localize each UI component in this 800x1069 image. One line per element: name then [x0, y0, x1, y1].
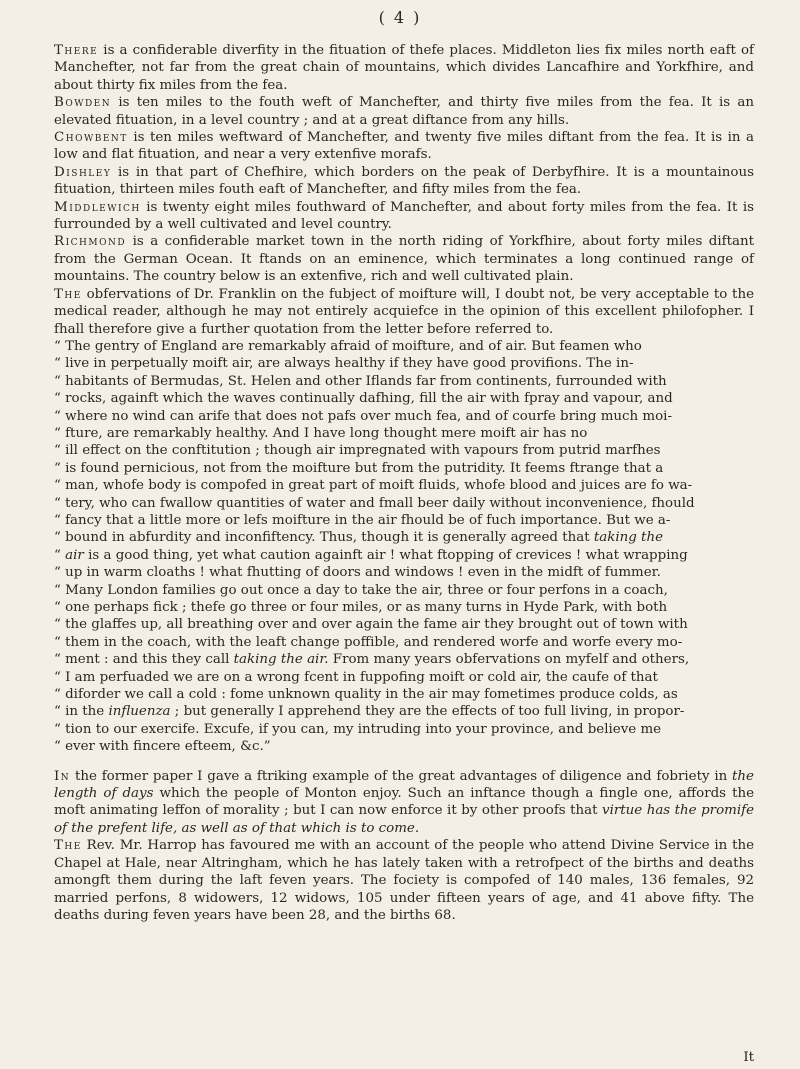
quote-line: “ live in perpetually moift air, are always healthy if they have good provifions. The in-	[54, 356, 634, 372]
lead-word: Dishley	[54, 164, 112, 180]
quote-text: “	[54, 547, 61, 563]
paragraph-text: is a confiderable market town in the north riding of Yorkfhire, about forty miles diftant from the German Ocean. It ftands on an eminence, which terminates a long continued range of mountains. The country below is an extenfive, rich and well cultivated plain.	[54, 234, 754, 285]
quote-line	[54, 547, 754, 564]
franklin-quotation	[54, 338, 754, 756]
paragraph-text: is twenty eight miles fouthward of Manchefter, and about forty miles from the fea. It is furrounded by a well cultivated and level country.	[54, 199, 754, 233]
quote-line	[54, 529, 754, 546]
quote-text: “ ment : and this they call	[54, 652, 230, 668]
quote-italic: taking the air.	[233, 652, 329, 668]
quote-italic: influenza	[108, 704, 171, 720]
quote-line: “ diforder we call a cold : fome unknown quality in the air may fometimes produce colds, as	[54, 687, 678, 703]
lead-word: In	[54, 768, 71, 784]
lead-word: Middlewich	[54, 199, 141, 215]
quote-line: “ tery, who can fwallow quantities of water and fmall beer daily without inconvenience, fhould	[54, 495, 695, 511]
quote-line: “ where no wind can arife that does not pafs over much fea, and of courfe bring much moi-	[54, 408, 672, 424]
paragraph-chowbent	[54, 129, 754, 164]
paragraph-middlewich	[54, 199, 754, 234]
quote-text: ; but generally I apprehend they are the effects of too full living, in propor-	[174, 704, 685, 720]
quote-line	[54, 703, 754, 720]
paragraph-text: Rev. Mr. Harrop has favoured me with an account of the people who attend Divine Service in the Chapel at Hale, near Altringham, which he has lately taken with a retrofpect of the births and deaths amongft them during the laft feven years. The fociety is compofed of 140 males, 136 females, 92 married perfons, 8 widowers, 12 widows, 105 under fifteen years of age, and 41 above fifty. The deaths during feven years have been 28, and the births 68.	[54, 838, 754, 923]
quote-text: “ bound in abfurdity and inconfiftency. Thus, though it is generally agreed that	[54, 530, 590, 546]
lead-word: Richmond	[54, 234, 127, 250]
quote-line: “ fancy that a little more or lefs moifture in the air fhould be of fuch importance. But we a-	[54, 512, 671, 528]
quote-line: “ the glaffes up, all breathing over and over again the fame air they brought out of town with	[54, 617, 688, 633]
quote-line: “ man, whofe body is compofed in great part of moift fluids, whofe blood and juices are fo wa-	[54, 478, 693, 494]
quote-line: “ them in the coach, with the leaft change poffible, and rendered worfe and worfe every mo-	[54, 634, 683, 650]
lead-word: Chowbent	[54, 130, 128, 146]
quote-line: “ The gentry of England are remarkably afraid of moifture, and of air. But feamen who	[54, 338, 642, 354]
paragraph-text: obfervations of Dr. Franklin on the fubject of moifture will, I doubt not, be very acceptable to the medical reader, although he may not entirely acquiefce in the opinion of this excellent philofopher. I fhall therefore give a further quotation from the letter before referred to.	[54, 286, 754, 337]
paragraph-middleton	[54, 42, 754, 94]
quote-line: “ I am perfuaded we are on a wrong fcent in fuppofing moift or cold air, the caufe of that	[54, 669, 658, 685]
quote-line: “ rocks, againft which the waves continually dafhing, fill the air with fpray and vapour, and	[54, 391, 673, 407]
catchword: It	[743, 1050, 754, 1065]
quote-line: “ ever with fincere efteem, &c.”	[54, 739, 271, 755]
paragraph-text: is ten miles weftward of Manchefter, and twenty five miles diftant from the fea. It is in a low and flat fituation, and near a very extenfive morafs.	[54, 130, 754, 163]
paragraph-italic: the length of days	[54, 768, 754, 802]
paragraph-franklin	[54, 286, 754, 338]
quote-line: “ ill effect on the conftitution ; though air impregnated with vapours from putrid marfhes	[54, 443, 661, 459]
paragraph-text: which the people of Monton enjoy. Such an inftance though a fingle one, affords the moft animating leffon of morality ; but I can now enforce it by other proofs that	[54, 786, 755, 819]
quote-line: “ fture, are remarkably healthy. And I have long thought mere moift air has no	[54, 425, 588, 441]
paragraph-dishley	[54, 164, 754, 199]
lead-word: The	[54, 286, 82, 302]
quote-text: “ in the	[54, 704, 105, 720]
quote-line	[54, 651, 754, 668]
paragraph-richmond	[54, 233, 754, 285]
quote-text: is a good thing, yet what caution againft air ! what ftopping of crevices ! what wrapping	[88, 547, 688, 563]
paragraph-text: is a confiderable diverfity in the fituation of thefe places. Middleton lies fix miles north eaft of Manchefter, not far from the great chain of mountains, which divides Lancafhire and Yorkfhire, and about thirty fix miles from the fea.	[54, 43, 754, 93]
quote-line: “ habitants of Bermudas, St. Helen and other Iflands far from continents, furrounded with	[54, 373, 667, 389]
quote-italic: taking the	[593, 530, 663, 546]
quote-line: “ tion to our exercife. Excufe, if you can, my intruding into your province, and believe me	[54, 721, 662, 737]
quote-line: “ one perhaps fick ; thefe go three or four miles, or as many turns in Hyde Park, with both	[54, 600, 668, 615]
page-number: ( 4 )	[378, 8, 422, 27]
paragraph-italic: virtue has the promife of the prefent life, as well as of that which is to come.	[54, 803, 754, 836]
paragraph-monton	[54, 768, 754, 838]
quote-italic: air	[65, 547, 84, 563]
paragraph-text: is ten miles to the fouth weft of Manchefter, and thirty five miles from the fea. It is an elevated fituation, in a level country ; and at a great diftance from any hills.	[54, 95, 754, 128]
page-content	[54, 42, 754, 924]
paragraph-gap	[54, 756, 754, 768]
paragraph-text: is in that part of Chefhire, which borders on the peak of Derbyfhire. It is a mountainous fituation, thirteen miles fouth eaft of Manchefter, and fifty miles from the fea.	[54, 164, 754, 198]
quote-text: From many years obfervations on myfelf and others,	[332, 652, 690, 668]
paragraph-hale	[54, 837, 754, 924]
quote-line: “ is found pernicious, not from the moifture but from the putridity. It feems ftrange that a	[54, 460, 664, 476]
quote-line: “ up in warm cloaths ! what fhutting of doors and windows ! even in the midft of fummer.	[54, 565, 661, 581]
paragraph-bowden	[54, 94, 754, 129]
lead-word: There	[54, 43, 99, 58]
quote-line: “ Many London families go out once a day to take the air, three or four perfons in a coach,	[54, 582, 668, 598]
paragraph-text: the former paper I gave a ftriking example of the great advantages of diligence and fobriety in	[74, 768, 728, 784]
lead-word: The	[54, 838, 82, 854]
lead-word: Bowden	[54, 95, 112, 111]
